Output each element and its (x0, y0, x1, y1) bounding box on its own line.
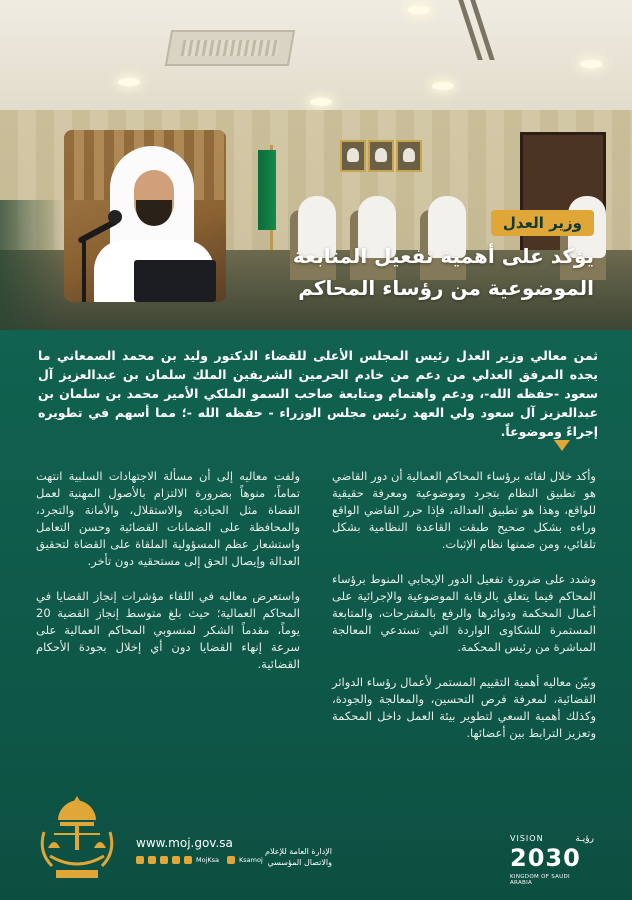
website-url[interactable]: www.moj.gov.sa (136, 836, 233, 850)
ministry-emblem-icon (34, 792, 120, 880)
paragraph: واستعرض معاليه في اللقاء مؤشرات إنجاز القضايا في المحاكم العمالية؛ حيث بلغ متوسط إنجاز القضية 20 يوماً، مقدماً الشكر لمنسوبي المحاكم العمالية على سرعة إنهاء القضايا دون أي إخلال بجودة الأحكام القضائية. (36, 589, 300, 671)
vision-label: VISION (510, 834, 544, 843)
right-column (332, 468, 596, 760)
ceiling-light (432, 82, 454, 90)
paragraph: وأكد خلال لقائه برؤساء المحاكم العمالية أن دور القاضي هو تطبيق النظام بتجرد وموضوعية ومعرفة حقيقية للواقع، وهذا هو تطبيق العدالة، فإذا حرر القاضي الواقع وراءه بشكل صحيح طبقت القاعدة النظامية بشكل تلقائي، ومن ضمنها نظام الإثبات. (332, 469, 596, 551)
foreground-blur (0, 200, 64, 330)
instagram-icon[interactable] (172, 856, 180, 864)
headline: يؤكد على أهمية تفعيل المتابعة الموضوعية من رؤساء المحاكم (292, 244, 594, 300)
portrait-frame (368, 140, 394, 172)
portrait-frame (340, 140, 366, 172)
ceiling-light (310, 98, 332, 106)
left-column (36, 468, 300, 691)
microphone-head (108, 210, 122, 224)
ceiling-light (408, 6, 430, 14)
flag (258, 150, 276, 230)
mic-stand (82, 240, 86, 302)
vision-year: 2030 (510, 844, 581, 872)
paragraph: ولفت معاليه إلى أن مسألة الاجتهادات السلبية انتهت تماماً، منوهاً بضرورة الالتزام بالأصول المهنية لعمل القضاة مثل الحيادية والاستقلال، والأمانة والتجرد، والمحافظة على الضمانات القضائية وحسن التعامل واستشعار عظم المسؤولية الملقاة على القضاة لتحقيق العدالة وإيصال الحق إلى مستحقيه دون تأخر. (36, 469, 300, 568)
minister-photo (64, 130, 226, 302)
minister-tag: وزير العدل (491, 210, 594, 236)
lead-paragraph: ثمن معالي وزير العدل رئيس المجلس الأعلى للقضاء الدكتور وليد بن محمد الصمعاني ما يجده المرفق العدلي من دعم من خادم الحرمين الشريفين الملك سلمان بن عبدالعزيز آل سعود -حفظه الله-، ودعم واهتمام ومتابعة صاحب السمو الملكي الأمير محمد بن سلمان بن عبدالعزيز آل سعود ولي العهد رئيس مجلس الوزراء - حفظه الله -؛ مما أسهم في تطويره إجراءً وموضوعاً. (38, 348, 598, 439)
social-handle: MojKsa (196, 856, 220, 864)
ceiling-light (580, 60, 602, 68)
vision-2030-logo (510, 834, 594, 884)
paragraph: وشدد على ضرورة تفعيل الدور الإيجابي المنوط برؤساء المحاكم فيما يتعلق بالرقابة الموضوعية والإجرائية على أعمال المحكمة ودوائرها والرفع بالمقترحات، والمتابعة المستمرة للشكاوى الواردة التي تستدعي المعالجة المباشرة من رئيس المحكمة. (332, 572, 596, 654)
meeting-photo (0, 0, 632, 330)
paragraph: وبيّن معاليه أهمية التقييم المستمر لأعمال رؤساء الدوائر القضائية، لمعرفة فرص التحسين، والمعالجة والجودة، وكذلك أهمية السعي لتطوير بيئة العمل داخل المحكمة وتعزيز الترابط بين أعضائها. (332, 675, 596, 740)
ceiling-light (118, 78, 140, 86)
youtube-icon[interactable] (227, 856, 235, 864)
department-name: الإدارة العامة للإعلام والاتصال المؤسسي (265, 847, 332, 867)
ceiling (0, 0, 632, 110)
snapchat-icon[interactable] (160, 856, 168, 864)
laptop (134, 260, 216, 302)
portrait-frame (396, 140, 422, 172)
vision-subtitle: KINGDOM OF SAUDI ARABIA (510, 874, 570, 886)
air-vent (165, 30, 295, 66)
x-icon[interactable] (136, 856, 144, 864)
social-handle: Ksamoj (239, 856, 263, 864)
footer (0, 792, 632, 900)
linkedin-icon[interactable] (148, 856, 156, 864)
social-links (136, 856, 267, 864)
down-arrow-icon (554, 440, 570, 451)
vision-arabic: رؤيـة (575, 834, 594, 844)
youtube-icon[interactable] (184, 856, 192, 864)
